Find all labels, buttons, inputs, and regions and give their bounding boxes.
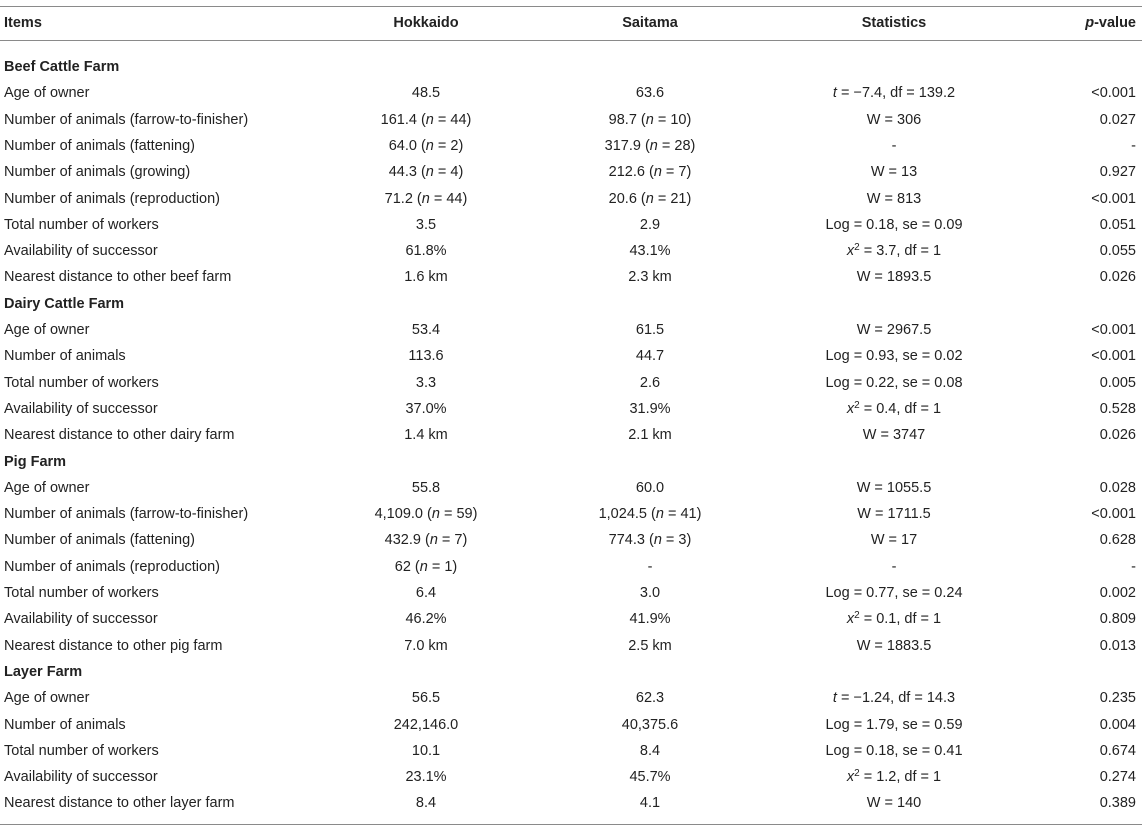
saitama-cell-part: 3.0 bbox=[639, 585, 661, 601]
item-cell: Number of animals (fattening) bbox=[4, 137, 195, 154]
statistics-cell-part: = 1.2, df = 1 bbox=[859, 769, 942, 786]
item-cell: Age of owner bbox=[4, 85, 90, 102]
hokkaido-cell-part: 55.8 bbox=[411, 479, 441, 496]
hokkaido-cell-part: 56.5 bbox=[411, 690, 441, 707]
saitama-cell bbox=[536, 501, 764, 527]
statistics-cell-part: W = 1893.5 bbox=[856, 269, 932, 286]
statistics-cell-part: W = 3747 bbox=[862, 427, 926, 444]
saitama-cell-part: 317.9 ( bbox=[604, 137, 650, 154]
saitama-cell bbox=[536, 186, 764, 212]
hokkaido-cell-part: n bbox=[431, 506, 440, 523]
hokkaido-cell-part: 6.4 bbox=[415, 585, 437, 601]
statistics-cell-part: Log = 0.93, se = 0.02 bbox=[825, 348, 963, 365]
hokkaido-cell-part: = 59) bbox=[439, 506, 478, 523]
hokkaido-cell-part: 37.0% bbox=[405, 400, 447, 417]
statistics-cell-part: Log = 0.18, se = 0.41 bbox=[825, 742, 963, 759]
statistics-cell-part: x bbox=[846, 243, 855, 260]
hokkaido-cell bbox=[312, 764, 540, 790]
table-row bbox=[0, 501, 1142, 527]
section-label: Layer Farm bbox=[4, 663, 83, 680]
saitama-cell bbox=[536, 264, 764, 290]
statistics-cell bbox=[780, 317, 1008, 343]
saitama-cell bbox=[536, 606, 764, 632]
statistics-cell bbox=[780, 475, 1008, 501]
statistics-cell-part: - bbox=[891, 558, 897, 575]
saitama-cell-part: 63.6 bbox=[635, 85, 665, 102]
table-row bbox=[0, 685, 1142, 711]
saitama-cell bbox=[536, 475, 764, 501]
statistics-cell bbox=[780, 238, 1008, 264]
saitama-cell-part: 2.3 km bbox=[628, 269, 672, 286]
saitama-cell-part: = 3) bbox=[661, 532, 692, 549]
saitama-cell-part: n bbox=[653, 532, 662, 549]
statistics-cell-part: - bbox=[891, 137, 897, 154]
table-row bbox=[0, 212, 1142, 238]
item-cell: Age of owner bbox=[4, 479, 90, 496]
statistics-cell bbox=[780, 790, 1008, 816]
table-row bbox=[0, 264, 1142, 290]
saitama-cell-part: 62.3 bbox=[635, 690, 665, 707]
statistics-cell-part: Log = 0.77, se = 0.24 bbox=[825, 585, 963, 601]
statistics-cell bbox=[780, 370, 1008, 396]
item-cell: Number of animals (farrow-to-finisher) bbox=[4, 506, 249, 523]
statistics-cell bbox=[780, 554, 1008, 580]
hokkaido-cell-part: 48.5 bbox=[411, 85, 441, 102]
hokkaido-cell bbox=[312, 396, 540, 422]
statistics-cell-part: Log = 1.79, se = 0.59 bbox=[825, 716, 963, 733]
p-value-cell: - bbox=[1131, 137, 1136, 154]
hokkaido-cell bbox=[312, 606, 540, 632]
statistics-cell-part: = 0.4, df = 1 bbox=[859, 400, 942, 417]
saitama-cell-part: = 21) bbox=[653, 190, 692, 207]
hokkaido-cell-part: n bbox=[429, 532, 438, 549]
item-cell: Availability of successor bbox=[4, 769, 158, 786]
saitama-cell bbox=[536, 790, 764, 816]
statistics-cell-part: W = 17 bbox=[870, 532, 918, 549]
hokkaido-cell-part: n bbox=[425, 164, 434, 181]
header-p-letter: p bbox=[1085, 15, 1095, 31]
statistics-cell bbox=[780, 712, 1008, 738]
saitama-cell bbox=[536, 317, 764, 343]
p-value-cell: 0.528 bbox=[1099, 400, 1136, 417]
statistics-cell-part: 2 bbox=[854, 399, 860, 411]
item-cell: Number of animals bbox=[4, 716, 126, 733]
saitama-cell bbox=[536, 159, 764, 185]
p-value-cell: 0.809 bbox=[1099, 611, 1136, 628]
p-value-cell: 0.028 bbox=[1099, 479, 1136, 496]
saitama-cell-part: = 41) bbox=[663, 506, 702, 523]
table-row bbox=[0, 186, 1142, 212]
hokkaido-cell bbox=[312, 343, 540, 369]
item-cell: Availability of successor bbox=[4, 611, 158, 628]
p-value-cell: <0.001 bbox=[1091, 322, 1136, 338]
hokkaido-cell bbox=[312, 133, 540, 159]
hokkaido-cell bbox=[312, 238, 540, 264]
section-row bbox=[0, 54, 1142, 80]
hokkaido-cell bbox=[312, 475, 540, 501]
statistics-cell-part: = −1.24, df = 14.3 bbox=[836, 690, 956, 707]
header-p-value bbox=[1040, 10, 1136, 36]
saitama-cell bbox=[536, 370, 764, 396]
hokkaido-cell-part: 53.4 bbox=[411, 322, 441, 338]
saitama-cell-part: 41.9% bbox=[629, 611, 671, 628]
saitama-cell-part: 31.9% bbox=[629, 400, 671, 417]
saitama-cell-part: 44.7 bbox=[635, 348, 665, 365]
saitama-cell bbox=[536, 107, 764, 133]
statistics-cell bbox=[780, 527, 1008, 553]
table-row bbox=[0, 343, 1142, 369]
item-cell: Number of animals (growing) bbox=[4, 164, 191, 181]
hokkaido-cell-part: 62 ( bbox=[394, 558, 420, 575]
saitama-cell bbox=[536, 80, 764, 106]
p-value-cell: 0.027 bbox=[1099, 111, 1136, 128]
statistics-cell bbox=[780, 606, 1008, 632]
hokkaido-cell bbox=[312, 790, 540, 816]
hokkaido-cell-part: 8.4 bbox=[415, 795, 437, 812]
header-hokkaido: Hokkaido bbox=[393, 15, 459, 31]
saitama-cell-part: n bbox=[649, 137, 658, 154]
table-row bbox=[0, 712, 1142, 738]
saitama-cell bbox=[536, 712, 764, 738]
table-row bbox=[0, 317, 1142, 343]
saitama-cell bbox=[536, 527, 764, 553]
hokkaido-cell-part: = 44) bbox=[433, 111, 472, 128]
saitama-cell-part: 2.9 bbox=[639, 216, 661, 233]
statistics-cell bbox=[780, 501, 1008, 527]
header-saitama: Saitama bbox=[622, 15, 678, 31]
item-cell: Availability of successor bbox=[4, 243, 158, 260]
statistics-cell bbox=[780, 396, 1008, 422]
hokkaido-cell-part: 4,109.0 ( bbox=[374, 506, 432, 523]
section-label: Beef Cattle Farm bbox=[4, 59, 120, 75]
p-value-cell: 0.051 bbox=[1099, 216, 1136, 233]
statistics-cell bbox=[780, 212, 1008, 238]
saitama-cell-part: n bbox=[653, 164, 662, 181]
saitama-cell-part: = 28) bbox=[657, 137, 696, 154]
hokkaido-cell bbox=[312, 80, 540, 106]
p-value-cell: <0.001 bbox=[1091, 190, 1136, 207]
saitama-cell bbox=[536, 422, 764, 448]
statistics-cell bbox=[780, 264, 1008, 290]
saitama-cell-part: 20.6 ( bbox=[608, 190, 646, 207]
saitama-cell-part: 2.6 bbox=[639, 374, 661, 391]
hokkaido-cell-part: 23.1% bbox=[405, 769, 447, 786]
saitama-cell bbox=[536, 764, 764, 790]
section-label: Dairy Cattle Farm bbox=[4, 295, 125, 312]
saitama-cell bbox=[536, 685, 764, 711]
section-label: Pig Farm bbox=[4, 453, 67, 470]
statistics-cell bbox=[780, 422, 1008, 448]
table-row bbox=[0, 764, 1142, 790]
hokkaido-cell-part: 61.8% bbox=[405, 243, 447, 260]
hokkaido-cell-part: = 7) bbox=[437, 532, 468, 549]
hokkaido-cell-part: 64.0 ( bbox=[388, 137, 426, 154]
hokkaido-cell bbox=[312, 107, 540, 133]
hokkaido-cell bbox=[312, 580, 540, 606]
statistics-cell bbox=[780, 580, 1008, 606]
hokkaido-cell bbox=[312, 264, 540, 290]
statistics-cell-part: W = 306 bbox=[866, 111, 922, 128]
saitama-cell-part: n bbox=[645, 190, 654, 207]
hokkaido-cell-part: 113.6 bbox=[408, 348, 444, 365]
saitama-cell bbox=[536, 212, 764, 238]
p-value-cell: 0.002 bbox=[1099, 585, 1136, 601]
hokkaido-cell-part: = 2) bbox=[433, 137, 464, 154]
hokkaido-cell-part: n bbox=[425, 111, 434, 128]
section-row bbox=[0, 449, 1142, 475]
table-row bbox=[0, 133, 1142, 159]
p-value-cell: 0.004 bbox=[1099, 716, 1136, 733]
p-value-cell: 0.274 bbox=[1099, 769, 1136, 786]
hokkaido-cell bbox=[312, 370, 540, 396]
saitama-cell-part: 2.5 km bbox=[628, 637, 672, 654]
item-cell: Nearest distance to other dairy farm bbox=[4, 427, 235, 444]
statistics-cell-part: t bbox=[832, 85, 837, 102]
table-row bbox=[0, 238, 1142, 264]
saitama-cell bbox=[536, 343, 764, 369]
p-value-cell: 0.013 bbox=[1099, 637, 1136, 654]
saitama-cell-part: 4.1 bbox=[639, 795, 661, 812]
saitama-cell-part: = 10) bbox=[653, 111, 692, 128]
statistics-cell bbox=[780, 159, 1008, 185]
table-row bbox=[0, 80, 1142, 106]
saitama-cell-part: - bbox=[647, 558, 653, 575]
statistics-cell bbox=[780, 343, 1008, 369]
saitama-cell-part: 8.4 bbox=[639, 742, 661, 759]
p-value-cell: 0.055 bbox=[1099, 243, 1136, 260]
hokkaido-cell bbox=[312, 685, 540, 711]
hokkaido-cell bbox=[312, 212, 540, 238]
header-items: Items bbox=[4, 15, 42, 31]
statistics-cell-part: Log = 0.18, se = 0.09 bbox=[825, 216, 963, 233]
table-row bbox=[0, 580, 1142, 606]
hokkaido-cell-part: n bbox=[421, 190, 430, 207]
item-cell: Nearest distance to other beef farm bbox=[4, 269, 232, 286]
saitama-cell-part: 98.7 ( bbox=[608, 111, 646, 128]
table-row bbox=[0, 527, 1142, 553]
hokkaido-cell-part: 161.4 ( bbox=[380, 111, 426, 128]
hokkaido-cell-part: 7.0 km bbox=[404, 637, 448, 654]
statistics-cell bbox=[780, 633, 1008, 659]
table-row bbox=[0, 422, 1142, 448]
saitama-cell bbox=[536, 133, 764, 159]
saitama-cell-part: 774.3 ( bbox=[608, 532, 654, 549]
saitama-cell bbox=[536, 633, 764, 659]
item-cell: Availability of successor bbox=[4, 400, 158, 417]
hokkaido-cell bbox=[312, 159, 540, 185]
item-cell: Total number of workers bbox=[4, 742, 159, 759]
p-value-cell: 0.026 bbox=[1099, 269, 1136, 286]
item-cell: Total number of workers bbox=[4, 216, 159, 233]
hokkaido-cell bbox=[312, 422, 540, 448]
hokkaido-cell bbox=[312, 633, 540, 659]
table-row bbox=[0, 790, 1142, 816]
statistics-cell bbox=[780, 133, 1008, 159]
statistics-cell-part: W = 1055.5 bbox=[856, 479, 932, 496]
header-statistics: Statistics bbox=[861, 15, 927, 31]
statistics-cell bbox=[780, 764, 1008, 790]
top-rule bbox=[0, 6, 1142, 7]
statistics-cell-part: = −7.4, df = 139.2 bbox=[836, 85, 956, 102]
hokkaido-cell-part: = 1) bbox=[427, 558, 458, 575]
p-value-cell: <0.001 bbox=[1091, 85, 1136, 102]
item-cell: Number of animals bbox=[4, 348, 126, 365]
item-cell: Total number of workers bbox=[4, 585, 159, 601]
table-row bbox=[0, 475, 1142, 501]
table-row bbox=[0, 370, 1142, 396]
saitama-cell bbox=[536, 738, 764, 764]
hokkaido-cell-part: 432.9 ( bbox=[384, 532, 430, 549]
bottom-rule bbox=[0, 824, 1142, 825]
saitama-cell-part: n bbox=[645, 111, 654, 128]
hokkaido-cell bbox=[312, 712, 540, 738]
item-cell: Number of animals (reproduction) bbox=[4, 190, 220, 207]
saitama-cell-part: 45.7% bbox=[629, 769, 671, 786]
item-cell: Number of animals (fattening) bbox=[4, 532, 195, 549]
item-cell: Number of animals (farrow-to-finisher) bbox=[4, 111, 249, 128]
saitama-cell bbox=[536, 238, 764, 264]
hokkaido-cell-part: n bbox=[425, 137, 434, 154]
p-value-cell: 0.005 bbox=[1099, 374, 1136, 391]
item-cell: Age of owner bbox=[4, 690, 90, 707]
statistics-cell-part: W = 2967.5 bbox=[856, 322, 932, 338]
hokkaido-cell bbox=[312, 738, 540, 764]
hokkaido-cell-part: 3.5 bbox=[415, 216, 437, 233]
statistics-cell bbox=[780, 107, 1008, 133]
statistics-cell-part: W = 813 bbox=[866, 190, 922, 207]
header-row bbox=[0, 10, 1142, 36]
saitama-cell bbox=[536, 580, 764, 606]
statistics-cell-part: 2 bbox=[854, 768, 860, 780]
saitama-cell-part: 60.0 bbox=[635, 479, 665, 496]
hokkaido-cell bbox=[312, 501, 540, 527]
hokkaido-cell-part: n bbox=[419, 558, 428, 575]
statistics-cell-part: W = 13 bbox=[870, 164, 918, 181]
header-p-suffix: -value bbox=[1094, 15, 1136, 31]
p-value-cell: 0.389 bbox=[1099, 795, 1136, 812]
item-cell: Age of owner bbox=[4, 322, 90, 338]
statistics-cell-part: 2 bbox=[854, 242, 860, 254]
hokkaido-cell-part: 3.3 bbox=[415, 374, 437, 391]
hokkaido-cell-part: = 4) bbox=[433, 164, 464, 181]
table-row bbox=[0, 554, 1142, 580]
hokkaido-cell-part: 44.3 ( bbox=[388, 164, 426, 181]
saitama-cell bbox=[536, 396, 764, 422]
table-row bbox=[0, 159, 1142, 185]
saitama-cell-part: 1,024.5 ( bbox=[598, 506, 656, 523]
statistics-cell-part: x bbox=[846, 611, 855, 628]
saitama-cell-part: 2.1 km bbox=[628, 427, 672, 444]
hokkaido-cell-part: 10.1 bbox=[411, 742, 441, 759]
statistics-cell bbox=[780, 80, 1008, 106]
saitama-cell-part: = 7) bbox=[661, 164, 692, 181]
p-value-cell: 0.235 bbox=[1099, 690, 1136, 707]
item-cell: Nearest distance to other layer farm bbox=[4, 795, 235, 812]
hokkaido-cell bbox=[312, 527, 540, 553]
statistics-cell-part: = 0.1, df = 1 bbox=[859, 611, 942, 628]
item-cell: Total number of workers bbox=[4, 374, 159, 391]
hokkaido-cell-part: 1.4 km bbox=[404, 427, 448, 444]
saitama-cell bbox=[536, 554, 764, 580]
p-value-cell: <0.001 bbox=[1091, 506, 1136, 523]
p-value-cell: 0.927 bbox=[1099, 164, 1136, 181]
statistics-cell-part: x bbox=[846, 769, 855, 786]
saitama-cell-part: n bbox=[655, 506, 664, 523]
hokkaido-cell-part: = 44) bbox=[429, 190, 468, 207]
p-value-cell: - bbox=[1131, 558, 1136, 575]
statistics-cell-part: = 3.7, df = 1 bbox=[859, 243, 942, 260]
p-value-cell: 0.026 bbox=[1099, 427, 1136, 444]
hokkaido-cell bbox=[312, 186, 540, 212]
statistics-cell-part: W = 140 bbox=[866, 795, 922, 812]
section-row bbox=[0, 291, 1142, 317]
saitama-cell-part: 212.6 ( bbox=[608, 164, 654, 181]
statistics-cell-part: x bbox=[846, 400, 855, 417]
saitama-cell-part: 40,375.6 bbox=[621, 716, 679, 733]
hokkaido-cell-part: 71.2 ( bbox=[384, 190, 422, 207]
saitama-cell-part: 61.5 bbox=[635, 322, 665, 338]
table-row bbox=[0, 738, 1142, 764]
hokkaido-cell bbox=[312, 317, 540, 343]
header-rule bbox=[0, 40, 1142, 41]
statistics-cell bbox=[780, 685, 1008, 711]
statistics-cell-part: W = 1711.5 bbox=[857, 506, 931, 523]
item-cell: Number of animals (reproduction) bbox=[4, 558, 220, 575]
table-row bbox=[0, 606, 1142, 632]
statistics-cell-part: 2 bbox=[854, 610, 860, 622]
p-value-cell: 0.674 bbox=[1099, 742, 1136, 759]
p-value-cell: <0.001 bbox=[1091, 348, 1136, 365]
hokkaido-cell-part: 46.2% bbox=[405, 611, 447, 628]
hokkaido-cell-part: 242,146.0 bbox=[393, 716, 459, 733]
hokkaido-cell-part: 1.6 km bbox=[404, 269, 448, 286]
statistics-cell-part: t bbox=[832, 690, 837, 707]
statistics-cell-part: Log = 0.22, se = 0.08 bbox=[825, 374, 963, 391]
section-row bbox=[0, 659, 1142, 685]
statistics-cell bbox=[780, 738, 1008, 764]
table-row bbox=[0, 107, 1142, 133]
table-row bbox=[0, 396, 1142, 422]
hokkaido-cell bbox=[312, 554, 540, 580]
table-row bbox=[0, 633, 1142, 659]
item-cell: Nearest distance to other pig farm bbox=[4, 637, 223, 654]
statistics-cell bbox=[780, 186, 1008, 212]
statistics-cell-part: W = 1883.5 bbox=[856, 637, 932, 654]
p-value-cell: 0.628 bbox=[1099, 532, 1136, 549]
saitama-cell-part: 43.1% bbox=[629, 243, 671, 260]
